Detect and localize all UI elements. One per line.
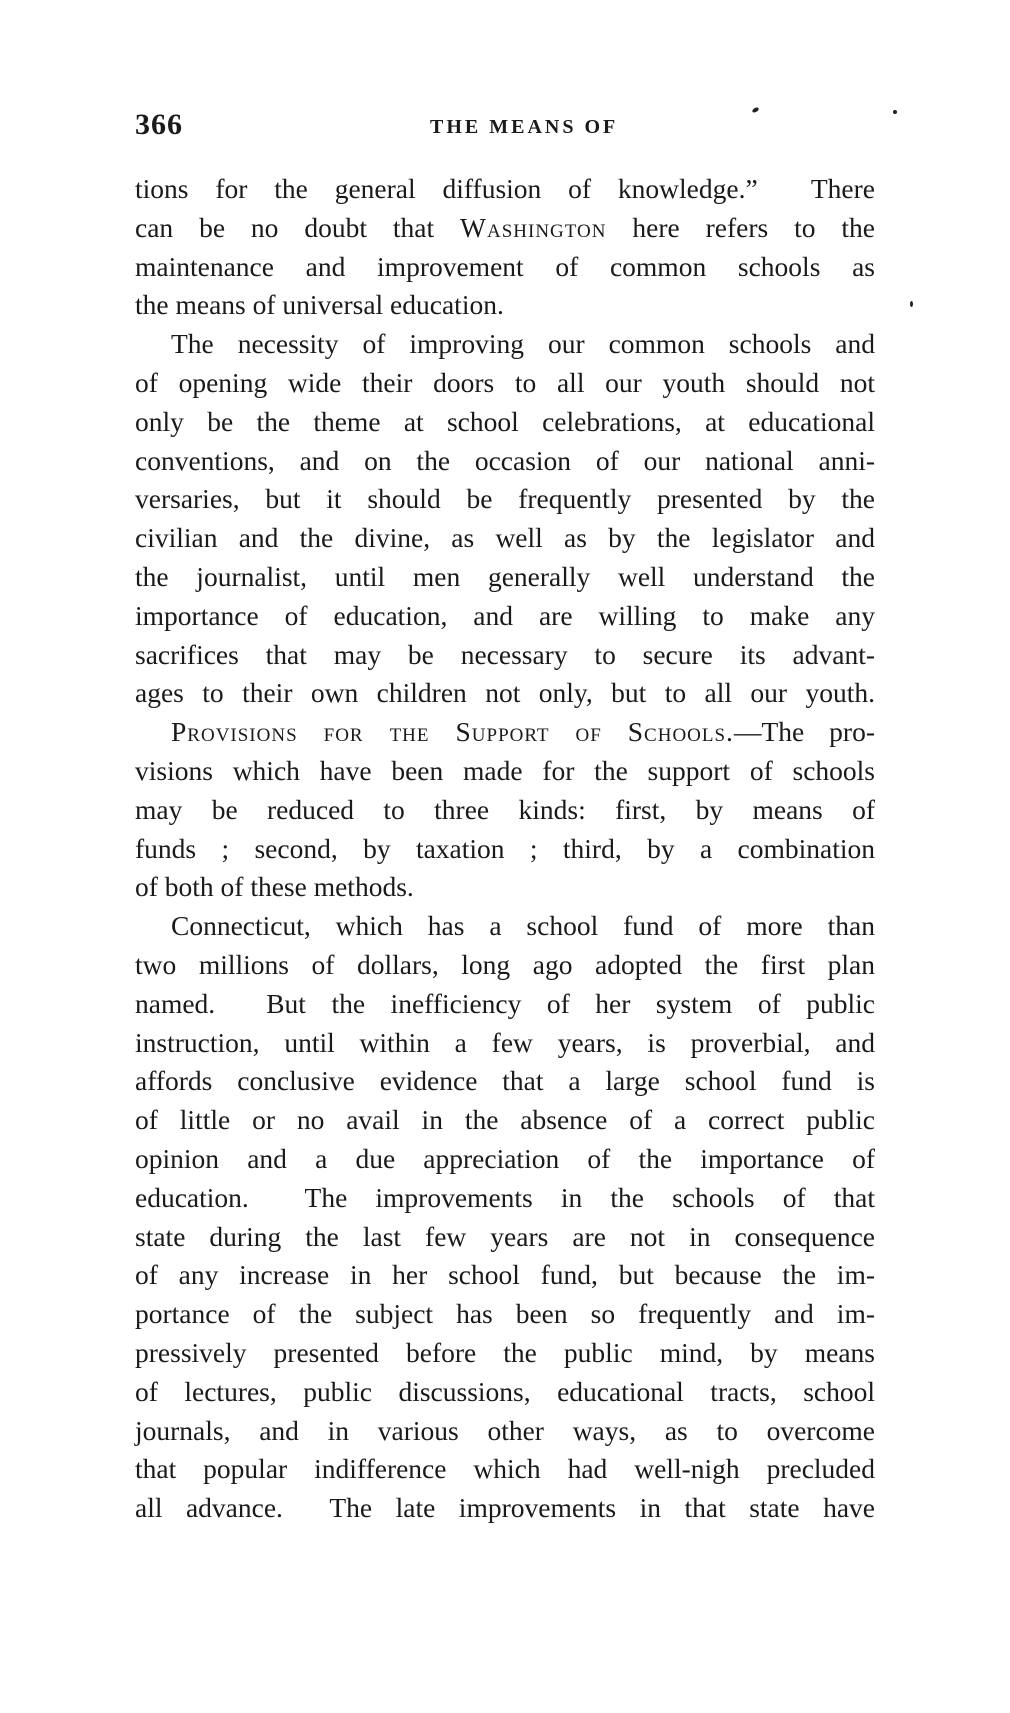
line-text: two millions of dollars, long ago adopted the first plan	[135, 948, 875, 980]
text-line	[135, 985, 875, 1024]
text-line	[135, 830, 875, 869]
line-text: of any increase in her school fund, but because the im-	[135, 1259, 875, 1291]
line-text: all advance. The late improvements in that state have	[135, 1492, 875, 1524]
running-head	[135, 108, 875, 148]
line-text: state during the last few years are not in consequence	[135, 1220, 875, 1252]
text-line	[135, 1218, 875, 1257]
text-line	[135, 286, 875, 325]
line-text: affords conclusive evidence that a large school fund is	[135, 1065, 875, 1097]
line-text: conventions, and on the occasion of our national anni-	[135, 444, 875, 476]
line-text: portance of the subject has been so frequently and im-	[135, 1298, 875, 1330]
line-text: only be the theme at school celebrations, at educational	[135, 405, 875, 437]
text-line	[135, 1024, 875, 1063]
text-line	[135, 713, 875, 752]
text-line	[135, 1489, 875, 1528]
text-line	[135, 1334, 875, 1373]
text-line	[135, 1101, 875, 1140]
line-text: maintenance and improvement of common schools as	[135, 250, 875, 282]
text-line	[135, 1295, 875, 1334]
line-text: —The pro-	[733, 716, 875, 748]
text-line	[135, 519, 875, 558]
text-line	[135, 946, 875, 985]
line-text: sacrifices that may be necessary to secure its advant-	[135, 638, 875, 670]
line-text: that popular indifference which had well-nigh precluded	[135, 1453, 875, 1485]
line-text: opinion and a due appreciation of the importance of	[135, 1142, 875, 1174]
line-text: The necessity of improving our common schools and	[171, 328, 875, 360]
line-text: can be no doubt that	[135, 211, 461, 243]
text-line	[135, 325, 875, 364]
running-title: THE MEANS OF	[430, 116, 619, 138]
line-text: education. The improvements in the schools of that	[135, 1181, 875, 1213]
text-line	[135, 442, 875, 481]
line-text: of both of these methods.	[135, 871, 414, 903]
line-text: pressively presented before the public mind, by means	[135, 1336, 875, 1368]
text-line	[135, 752, 875, 791]
line-text: here refers to the	[606, 211, 875, 243]
text-line	[135, 1179, 875, 1218]
text-line	[135, 403, 875, 442]
text-line	[135, 791, 875, 830]
text-line	[135, 636, 875, 675]
text-line	[135, 1373, 875, 1412]
line-text: importance of education, and are willing to make any	[135, 599, 875, 631]
line-text: ages to their own children not only, but to all our youth.	[135, 677, 875, 709]
text-line	[135, 364, 875, 403]
text-line	[135, 1062, 875, 1101]
small-caps-text: Washington	[460, 211, 607, 243]
line-text: the means of universal education.	[135, 289, 504, 321]
ink-speck	[910, 301, 913, 307]
text-line	[135, 480, 875, 519]
ink-speck	[893, 110, 897, 114]
line-text: journals, and in various other ways, as to overcome	[135, 1414, 875, 1446]
line-text: of little or no avail in the absence of a correct public	[135, 1104, 875, 1136]
line-text: Connecticut, which has a school fund of more than	[171, 910, 875, 942]
text-line	[135, 558, 875, 597]
line-text: versaries, but it should be frequently presented by the	[135, 483, 875, 515]
line-text: named. But the inefficiency of her system of public	[135, 987, 875, 1019]
text-line	[135, 597, 875, 636]
line-text: the journalist, until men generally well understand the	[135, 560, 875, 592]
line-text: funds ; second, by taxation ; third, by a combination	[135, 832, 875, 864]
line-text: may be reduced to three kinds: first, by means of	[135, 793, 875, 825]
line-text: of opening wide their doors to all our youth should not	[135, 366, 875, 398]
text-line	[135, 1412, 875, 1451]
line-text: instruction, until within a few years, is proverbial, and	[135, 1026, 875, 1058]
text-line	[135, 674, 875, 713]
text-line	[135, 1140, 875, 1179]
body-text	[135, 170, 875, 1528]
small-caps-text: Provisions for the Support of Schools.	[171, 716, 734, 748]
text-line	[135, 907, 875, 946]
line-text: visions which have been made for the support of schools	[135, 754, 875, 786]
text-line	[135, 170, 875, 209]
text-line	[135, 868, 875, 907]
page-number: 366	[135, 108, 183, 141]
text-line	[135, 1256, 875, 1295]
text-line	[135, 209, 875, 248]
text-line	[135, 1450, 875, 1489]
text-line	[135, 248, 875, 287]
line-text: civilian and the divine, as well as by the legislator and	[135, 522, 875, 554]
line-text: of lectures, public discussions, educational tracts, school	[135, 1375, 875, 1407]
line-text: tions for the general diffusion of knowledge.” There	[135, 173, 875, 204]
